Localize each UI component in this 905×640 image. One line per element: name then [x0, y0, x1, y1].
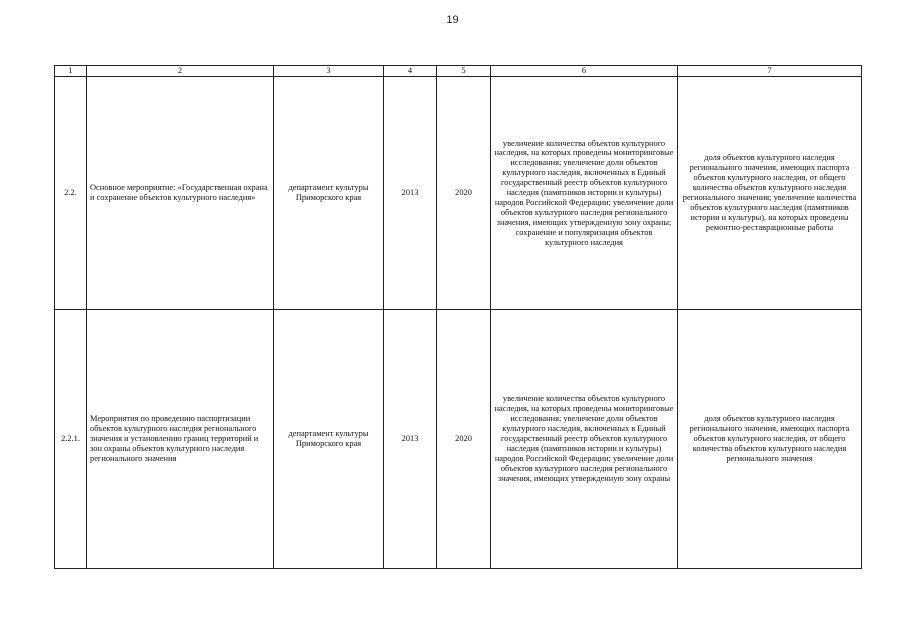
table-row — [55, 310, 862, 569]
header-cell: 4 — [384, 66, 437, 77]
end-year: 2020 — [437, 77, 491, 310]
page-number: 19 — [446, 14, 459, 26]
header-cell: 3 — [274, 66, 384, 77]
table-row — [55, 77, 862, 310]
row-number: 2.2.1. — [55, 310, 87, 569]
start-year: 2013 — [384, 77, 437, 310]
header-cell: 7 — [678, 66, 862, 77]
header-cell: 5 — [437, 66, 491, 77]
start-year: 2013 — [384, 310, 437, 569]
indicator: доля объектов культурного наследия регионального значения, имеющих паспорта объектов культурного наследия, от общего количества объектов культурного наследия регионального значения; увеличение количества объектов культурного наследия (памятников истории и культуры), на которых проведены ремонтно-реставрационные работы — [678, 77, 862, 310]
expected-result: увеличение количества объектов культурного наследия, на которых проведены мониторинговые исследования; увеличение доли объектов культурного наследия, включенных в Единый государственный реестр объектов культурного наследия (памятников истории и культуры) народов Российской Федерации; увеличение доли объектов культурного наследия регионального значения, имеющих утвержденную зону охраны — [491, 310, 678, 569]
header-cell: 6 — [491, 66, 678, 77]
row-number: 2.2. — [55, 77, 87, 310]
expected-result: увеличение количества объектов культурного наследия, на которых проведены мониторинговые исследования; увеличение доли объектов культурного наследия, включенных в Единый государственный реестр объектов культурного наследия (памятников истории и культуры) народов Российской Федерации; увеличение доли объектов культурного наследия регионального значения, имеющих утвержденную зону охраны; сохранение и популяризация объектов культурного наследия — [491, 77, 678, 310]
executor: департамент культуры Приморского края — [274, 310, 384, 569]
header-cell: 1 — [55, 66, 87, 77]
indicator: доля объектов культурного наследия регионального значения, имеющих паспорта объектов культурного наследия, от общего количества объектов культурного наследия регионального значения — [678, 310, 862, 569]
event-name: Мероприятия по проведению паспортизации объектов культурного наследия регионального значения и установлению границ территорий и зон охраны объектов культурного наследия регионального значения — [87, 310, 274, 569]
end-year: 2020 — [437, 310, 491, 569]
program-table — [54, 65, 862, 569]
executor: департамент культуры Приморского края — [274, 77, 384, 310]
event-name: Основное мероприятие: «Государственная охрана и сохранение объектов культурного наследия» — [87, 77, 274, 310]
header-cell: 2 — [87, 66, 274, 77]
header-row — [55, 66, 862, 77]
